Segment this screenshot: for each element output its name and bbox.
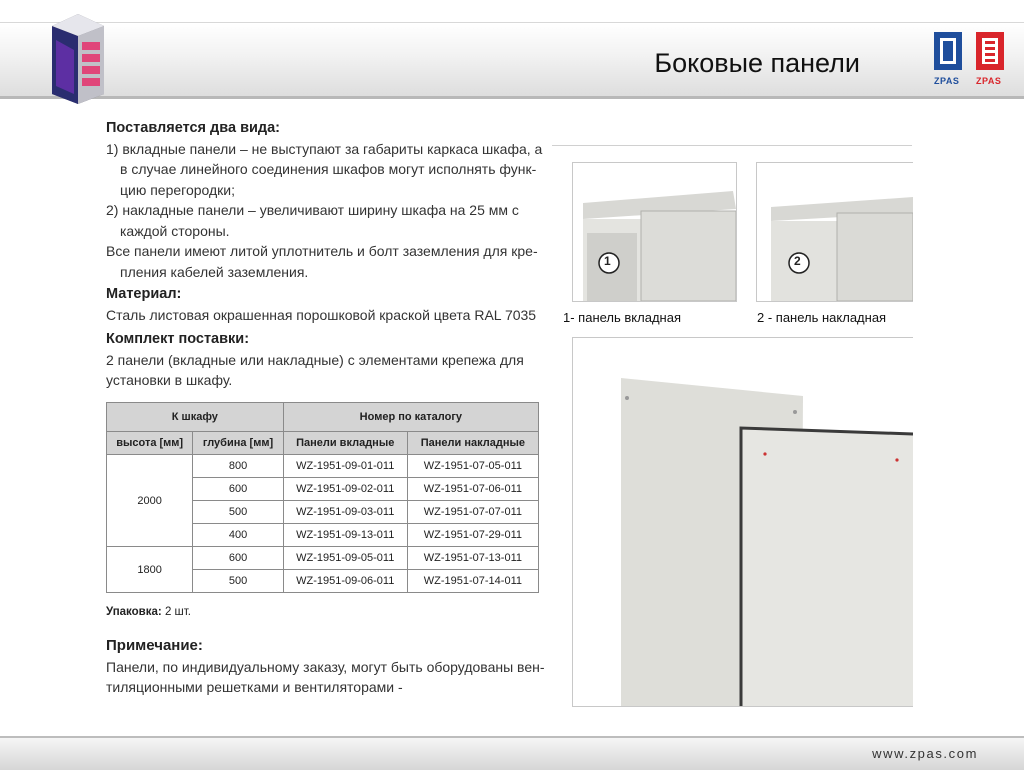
- overlay-panel-image: [757, 163, 913, 301]
- header-divider: [0, 96, 1024, 99]
- cell-depth: 600: [193, 547, 283, 570]
- inset-panel-image: [573, 163, 736, 301]
- header-band: [0, 22, 1024, 99]
- table-row: [107, 547, 539, 570]
- photo-overlay-panel: [756, 162, 913, 302]
- all-panels-line2: пления кабелей заземления.: [120, 263, 309, 280]
- cell-depth: 500: [193, 501, 283, 524]
- intro-section: [106, 118, 546, 282]
- badge-2: 2: [794, 254, 801, 268]
- catalog-table: [106, 402, 539, 593]
- caption-overlay: 2 - панель накладная: [757, 310, 887, 325]
- cabinet-logo-icon: [44, 10, 112, 106]
- material-heading: Материал:: [106, 286, 182, 302]
- cell-insert: WZ-1951-09-03-011: [283, 501, 407, 524]
- cell-depth: 400: [193, 524, 283, 547]
- note-section: [106, 636, 546, 698]
- note-line1: Панели, по индивидуальному заказу, могут быть оборудованы вен-: [106, 658, 545, 675]
- photo-inset-panel: [572, 162, 737, 302]
- cell-overlay: WZ-1951-07-29-011: [407, 524, 538, 547]
- kit-section: [106, 329, 546, 391]
- item2-line2: каждой стороны.: [120, 222, 230, 239]
- intro-heading: Поставляется два вида:: [106, 120, 280, 136]
- packing-label: Упаковка:: [106, 606, 162, 618]
- col-overlay: Панели накладные: [407, 432, 538, 455]
- cell-depth: 800: [193, 455, 283, 478]
- logo-right-text: ZPAS: [976, 76, 1002, 86]
- panels-large-image: [573, 338, 913, 706]
- kit-line2: установки в шкафу.: [106, 372, 233, 388]
- packing-info: [106, 606, 191, 618]
- material-text: Сталь листовая окрашенная порошковой краской цвета RAL 7035: [106, 306, 537, 323]
- col-insert: Панели вкладные: [283, 432, 407, 455]
- col-depth: глубина [мм]: [193, 432, 283, 455]
- cell-overlay: WZ-1951-07-13-011: [407, 547, 538, 570]
- cell-overlay: WZ-1951-07-06-011: [407, 478, 538, 501]
- item2-line1: 2) накладные панели – увеличивают ширину шкафа на 25 мм с: [106, 202, 519, 218]
- badge-1: 1: [604, 254, 611, 268]
- item1-line1: 1) вкладные панели – не выступают за габариты каркаса шкафа, а: [106, 140, 543, 157]
- cell-insert: WZ-1951-09-13-011: [283, 524, 407, 547]
- item1-line2: в случае линейного соединения шкафов могут исполнять функ-: [120, 161, 537, 177]
- cell-height: 1800: [107, 547, 193, 593]
- kit-heading: Комплект поставки:: [106, 331, 250, 347]
- material-section: [106, 284, 546, 325]
- footer-band: [0, 736, 1024, 770]
- cell-overlay: WZ-1951-07-05-011: [407, 455, 538, 478]
- cell-insert: WZ-1951-09-01-011: [283, 455, 407, 478]
- photo-panels-large: [572, 337, 913, 707]
- cell-overlay: WZ-1951-07-14-011: [407, 570, 538, 593]
- col-height: высота [мм]: [107, 432, 193, 455]
- packing-value: 2 шт.: [164, 606, 191, 618]
- table-group-catalog: Номер по каталогу: [283, 403, 538, 432]
- footer-url[interactable]: www.zpas.com: [872, 746, 978, 761]
- kit-line1: 2 панели (вкладные или накладные) с элементами крепежа для: [106, 351, 524, 368]
- zpas-logos: [930, 28, 1014, 90]
- note-heading: Примечание:: [106, 637, 203, 654]
- note-line2: тиляционными решетками и вентиляторами -: [106, 679, 403, 695]
- cell-depth: 600: [193, 478, 283, 501]
- cell-insert: WZ-1951-09-05-011: [283, 547, 407, 570]
- cell-insert: WZ-1951-09-06-011: [283, 570, 407, 593]
- cell-height: 2000: [107, 455, 193, 547]
- logo-left-text: ZPAS: [934, 76, 960, 86]
- zpas-brand-icon: [930, 28, 1014, 74]
- caption-inset: 1- панель вкладная: [563, 310, 681, 325]
- table-row: [107, 455, 539, 478]
- cell-depth: 500: [193, 570, 283, 593]
- all-panels-line1: Все панели имеют литой уплотнитель и болт заземления для кре-: [106, 243, 538, 259]
- photo-divider: [552, 145, 912, 146]
- page-title: Боковые панели: [654, 48, 860, 78]
- cell-overlay: WZ-1951-07-07-011: [407, 501, 538, 524]
- cell-insert: WZ-1951-09-02-011: [283, 478, 407, 501]
- table-group-cabinet: К шкафу: [107, 403, 284, 432]
- item1-line3: цию перегородки;: [120, 181, 236, 198]
